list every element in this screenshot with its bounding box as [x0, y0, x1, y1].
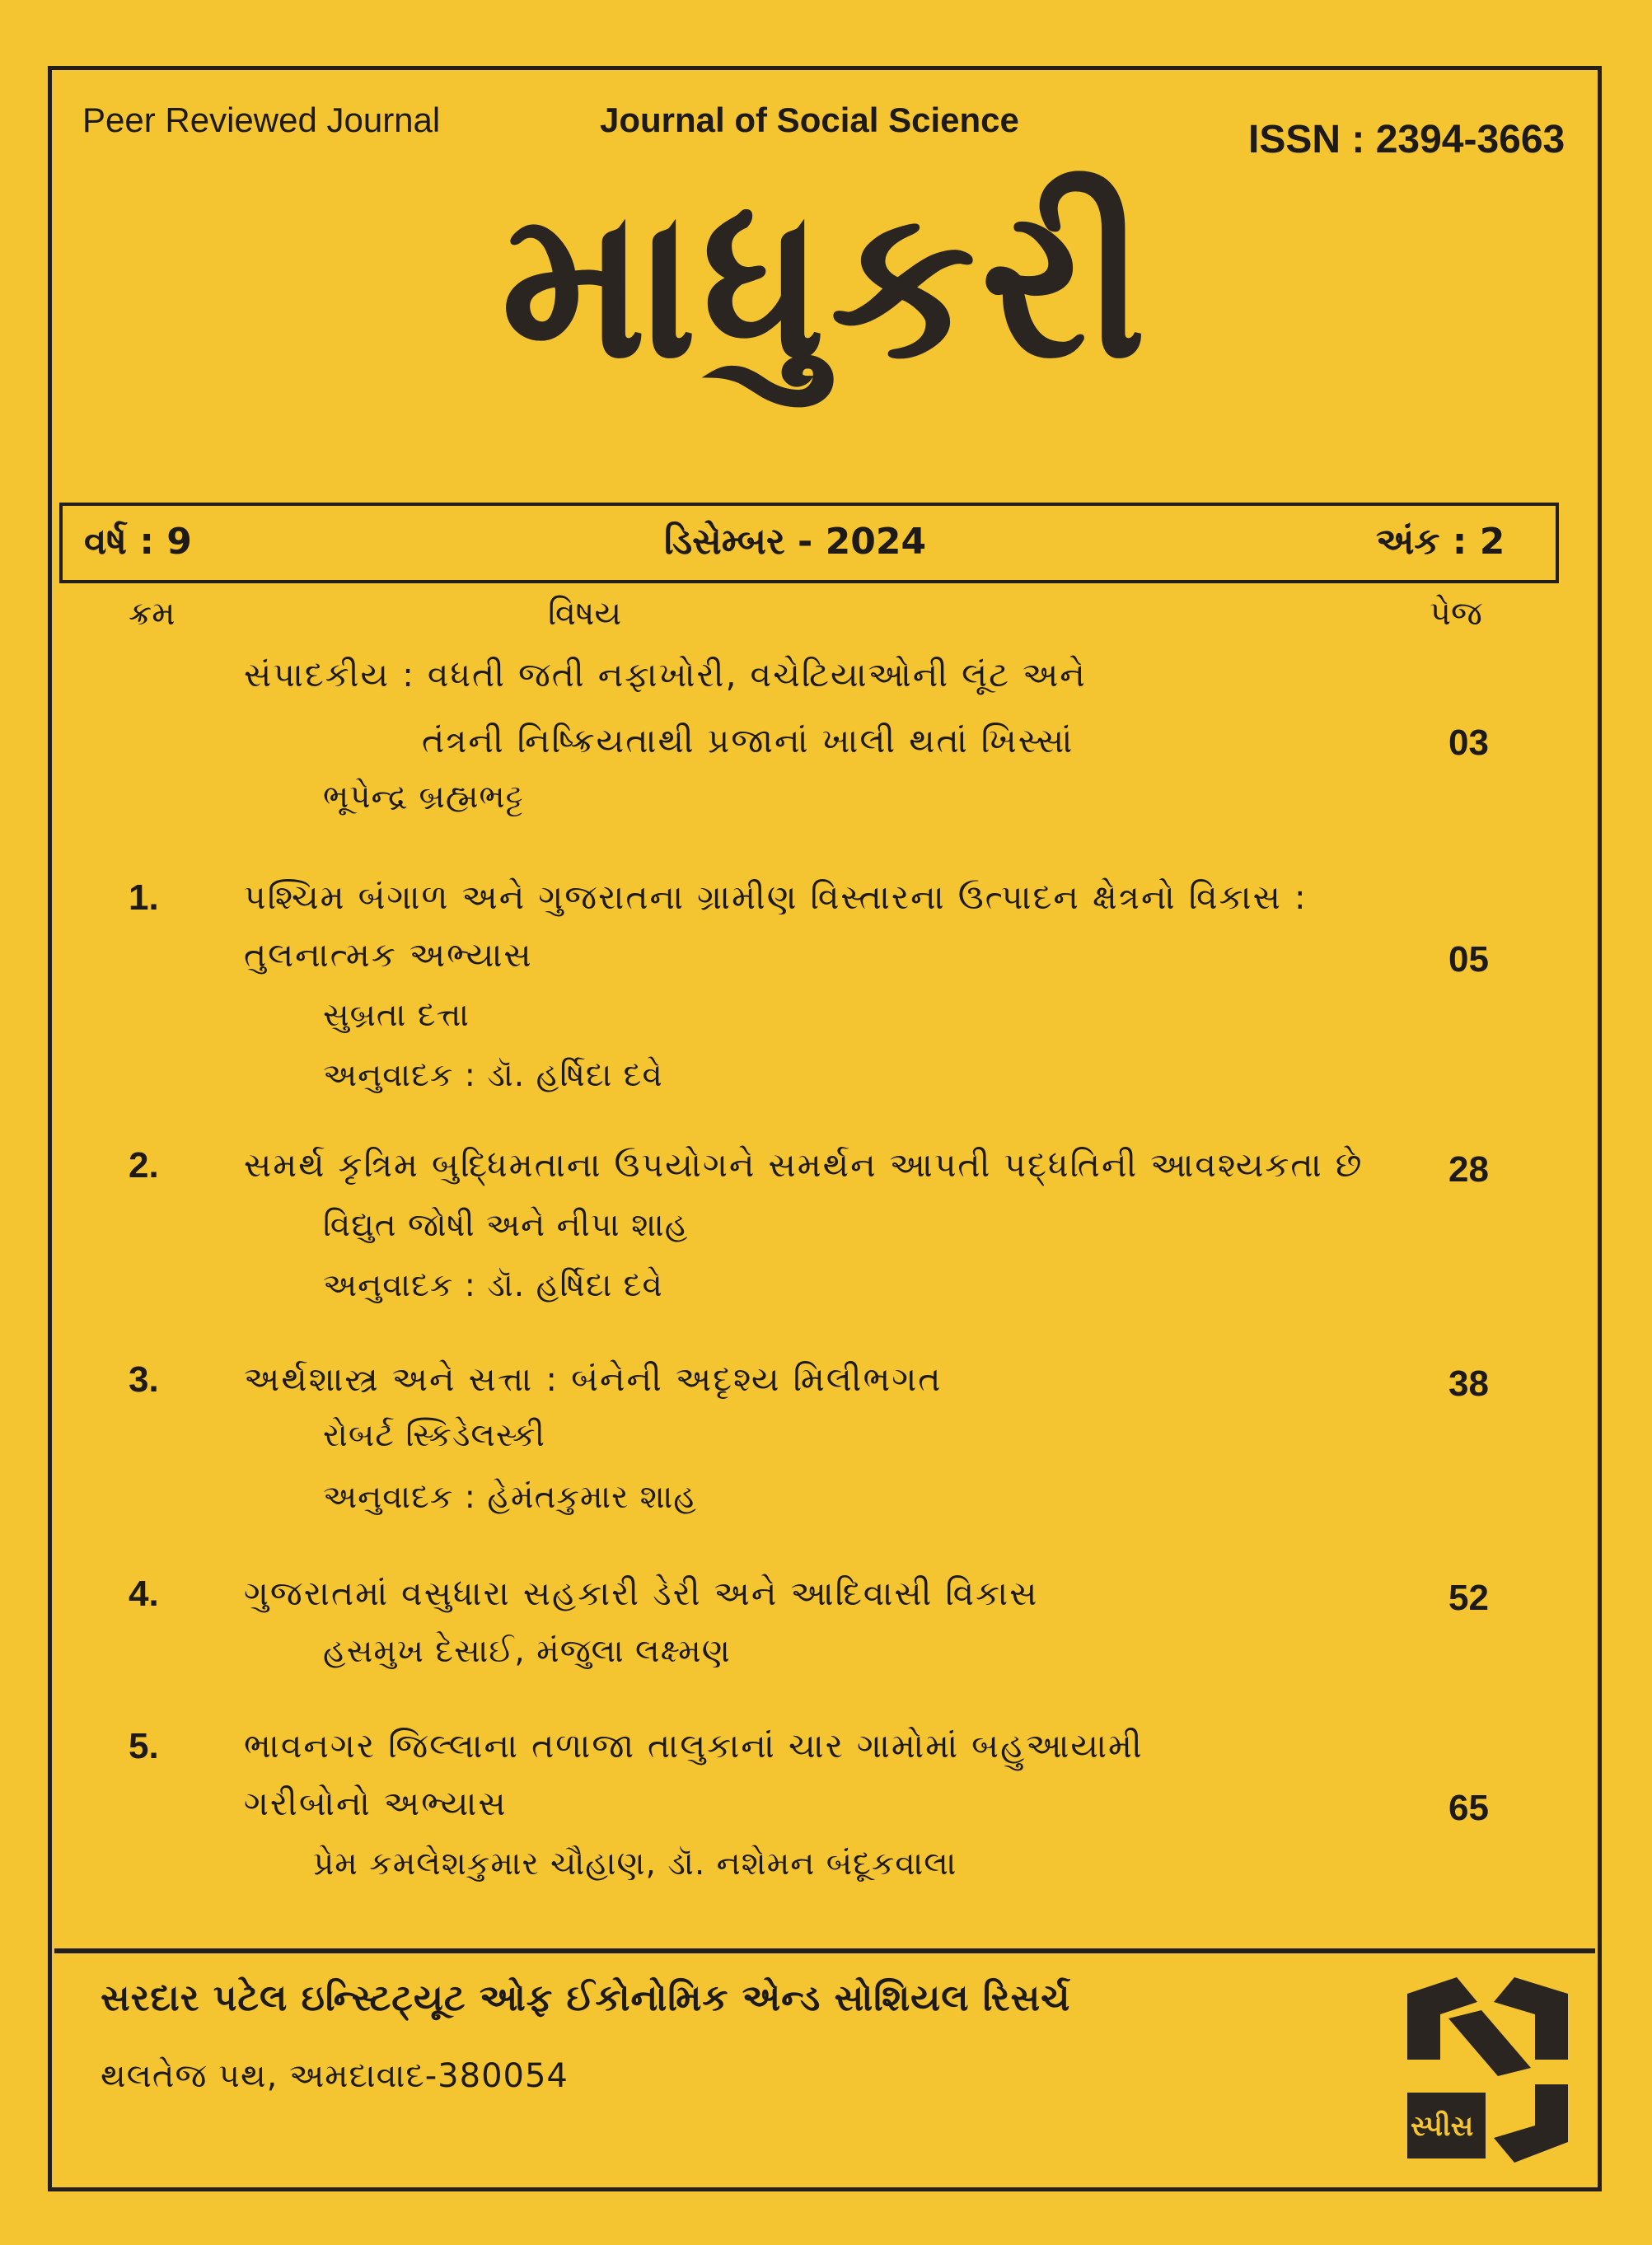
spiess-logo-icon	[1399, 1969, 1580, 2167]
article-3-num: 3.	[129, 1359, 159, 1400]
article-2-author: વિદ્યુત જોષી અને નીપા શાહ	[323, 1207, 689, 1244]
article-3-translator: અનુવાદક : હેમંતકુમાર શાહ	[323, 1479, 697, 1516]
toc-header-num: ક્રમ	[129, 595, 175, 633]
article-1-num: 1.	[129, 877, 159, 918]
editorial-page: 03	[1448, 723, 1489, 763]
article-2-title-line1: સમર્થ કૃત્રિમ બુદ્ધિમતાના ઉપયોગને સમર્થન આપતી પદ્ધતિની આવશ્યકતા છે	[244, 1145, 1364, 1185]
article-1-translator: અનુવાદક : ડૉ. હર્ષિદા દવે	[323, 1057, 663, 1094]
article-4-author: હસમુખ દેસાઈ, મંજુલા લક્ષ્મણ	[323, 1633, 731, 1670]
issue-number: અંક : 2	[1376, 521, 1505, 563]
article-2-num: 2.	[129, 1145, 159, 1186]
editorial-title-line1: સંપાદકીય : વધતી જતી નફાખોરી, વચેટિયાઓની લૂંટ અને	[244, 655, 1087, 695]
article-1-title-line1: પશ્ચિમ બંગાળ અને ગુજરાતના ગ્રામીણ વિસ્તારના ઉત્પાદન ક્ષેત્રનો વિકાસ :	[244, 877, 1308, 917]
article-3-author: રોબર્ટ સ્કિડેલસ્કી	[323, 1417, 545, 1454]
article-1-author: સુબ્રતા દત્તા	[323, 997, 470, 1034]
peer-review-label: Peer Reviewed Journal	[82, 101, 441, 139]
article-5-author: પ્રેમ કમલેશકુમાર ચૌહાણ, ડૉ. નશેમન બંદૂકવાલા	[313, 1845, 957, 1883]
institute-logo	[1399, 1969, 1580, 2167]
footer-divider	[54, 1948, 1595, 1953]
article-5-title-line1: ભાવનગર જિલ્લાના તળાજા તાલુકાનાં ચાર ગામોમાં બહુઆયામી	[244, 1726, 1144, 1766]
article-3-title-line1: અર્થશાસ્ત્ર અને સત્તા : બંનેની અદૃશ્ય મિલીભગત	[244, 1359, 943, 1399]
article-2-translator: અનુવાદક : ડૉ. હર્ષિદા દવે	[323, 1267, 663, 1304]
article-5-page: 65	[1448, 1788, 1489, 1828]
logo-text: સ્પીસ	[1411, 2110, 1474, 2143]
toc-header-page: પેજ	[1430, 595, 1482, 633]
issue-year: વર્ષ : 9	[84, 521, 192, 563]
article-5-title-line2: ગરીબોનો અભ્યાસ	[244, 1784, 508, 1823]
article-4-page: 52	[1448, 1578, 1489, 1618]
journal-type-label: Journal of Social Science	[600, 101, 1019, 139]
toc-header-subject: વિષય	[548, 595, 622, 633]
article-1-title-line2: તુલનાત્મક અભ્યાસ	[244, 935, 533, 975]
institute-name: સરદાર પટેલ ઇન્સ્ટિટ્યૂટ ઓફ ઈકોનોમિક એન્ડ સોશિયલ રિસર્ચ	[101, 1977, 1071, 2019]
journal-title: માધુકરી	[501, 164, 1151, 404]
issue-band	[59, 503, 1559, 583]
editorial-author: ભૂપેન્દ્ર બ્રહ્મભટ્ટ	[323, 779, 524, 816]
issue-month: ડિસેમ્બર - 2024	[664, 521, 927, 563]
editorial-title-line2: તંત્રની નિષ્ક્રિયતાથી પ્રજાનાં ખાલી થતાં ખિસ્સાં	[422, 721, 1074, 760]
institute-address: થલતેજ પથ, અમદાવાદ-380054	[101, 2057, 569, 2095]
article-4-num: 4.	[129, 1574, 159, 1614]
article-4-title-line1: ગુજરાતમાં વસુધારા સહકારી ડેરી અને આદિવાસી વિકાસ	[244, 1574, 1039, 1613]
article-3-page: 38	[1448, 1363, 1489, 1404]
article-2-page: 28	[1448, 1149, 1489, 1190]
article-1-page: 05	[1448, 939, 1489, 980]
article-5-num: 5.	[129, 1726, 159, 1766]
issn-label: ISSN : 2394-3663	[1248, 118, 1565, 161]
